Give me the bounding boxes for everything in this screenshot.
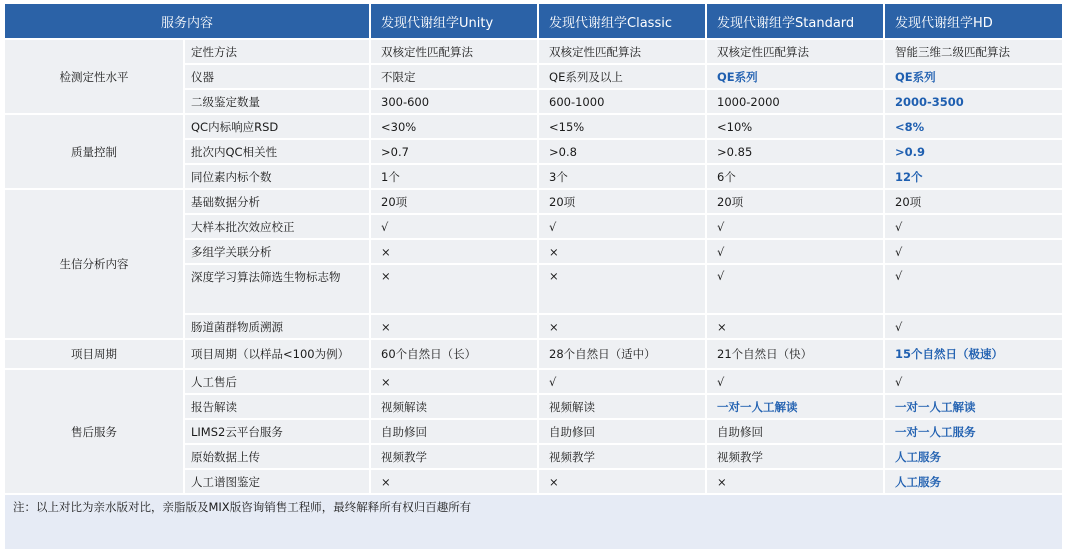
value-classic: √ — [539, 215, 705, 238]
value-unity: 自助修回 — [371, 420, 537, 443]
value-unity: >0.7 — [371, 140, 537, 163]
param-label: 基础数据分析 — [185, 190, 369, 213]
value-classic: × — [539, 240, 705, 263]
value-unity: 20项 — [371, 190, 537, 213]
value-unity: 视频解读 — [371, 395, 537, 418]
value-classic: 3个 — [539, 165, 705, 188]
param-label: 报告解读 — [185, 395, 369, 418]
value-classic: 600-1000 — [539, 90, 705, 113]
value-standard: 一对一人工解读 — [707, 395, 883, 418]
value-hd: √ — [885, 370, 1062, 393]
table-row — [5, 340, 1062, 368]
value-unity: √ — [371, 215, 537, 238]
value-standard: 6个 — [707, 165, 883, 188]
value-unity: 60个自然日（长） — [371, 340, 537, 368]
value-unity: × — [371, 470, 537, 493]
value-classic: 20项 — [539, 190, 705, 213]
value-hd: 人工服务 — [885, 445, 1062, 468]
value-unity: 双核定性匹配算法 — [371, 40, 537, 63]
table-row — [5, 370, 1062, 393]
value-hd: 20项 — [885, 190, 1062, 213]
value-classic: 视频解读 — [539, 395, 705, 418]
value-classic: QE系列及以上 — [539, 65, 705, 88]
value-hd: 一对一人工解读 — [885, 395, 1062, 418]
value-hd: 智能三维二级匹配算法 — [885, 40, 1062, 63]
value-hd: √ — [885, 215, 1062, 238]
group-label-bioinfo: 生信分析内容 — [5, 190, 183, 338]
header-row — [5, 4, 1062, 38]
param-label: 定性方法 — [185, 40, 369, 63]
param-label: QC内标响应RSD — [185, 115, 369, 138]
header-service-content: 服务内容 — [5, 4, 369, 38]
param-label: 肠道菌群物质溯源 — [185, 315, 369, 338]
value-classic: × — [539, 315, 705, 338]
value-standard: √ — [707, 240, 883, 263]
comparison-table-container — [3, 2, 1058, 551]
value-unity: 不限定 — [371, 65, 537, 88]
value-standard: 21个自然日（快） — [707, 340, 883, 368]
value-hd: 人工服务 — [885, 470, 1062, 493]
value-standard: 1000-2000 — [707, 90, 883, 113]
value-classic: × — [539, 265, 705, 313]
param-label: 原始数据上传 — [185, 445, 369, 468]
value-classic: <15% — [539, 115, 705, 138]
value-standard: >0.85 — [707, 140, 883, 163]
value-standard: √ — [707, 215, 883, 238]
value-unity: 1个 — [371, 165, 537, 188]
value-hd: <8% — [885, 115, 1062, 138]
value-hd: >0.9 — [885, 140, 1062, 163]
footer-row — [5, 495, 1062, 549]
value-classic: 28个自然日（适中） — [539, 340, 705, 368]
group-label-quality: 质量控制 — [5, 115, 183, 188]
value-standard: √ — [707, 265, 883, 313]
value-standard: 双核定性匹配算法 — [707, 40, 883, 63]
table-row — [5, 115, 1062, 138]
value-classic: 双核定性匹配算法 — [539, 40, 705, 63]
value-hd: 12个 — [885, 165, 1062, 188]
param-label: 仪器 — [185, 65, 369, 88]
param-label: 人工售后 — [185, 370, 369, 393]
value-unity: × — [371, 370, 537, 393]
value-hd: 一对一人工服务 — [885, 420, 1062, 443]
value-hd: 2000-3500 — [885, 90, 1062, 113]
value-unity: <30% — [371, 115, 537, 138]
service-comparison-table — [3, 2, 1064, 551]
header-unity: 发现代谢组学Unity — [371, 4, 537, 38]
param-label: 项目周期（以样品<100为例） — [185, 340, 369, 368]
value-standard: 自助修回 — [707, 420, 883, 443]
value-unity: 视频教学 — [371, 445, 537, 468]
value-standard: 20项 — [707, 190, 883, 213]
value-standard: QE系列 — [707, 65, 883, 88]
value-classic: 自助修回 — [539, 420, 705, 443]
param-label: LIMS2云平台服务 — [185, 420, 369, 443]
param-label: 多组学关联分析 — [185, 240, 369, 263]
value-classic: 视频教学 — [539, 445, 705, 468]
param-label: 深度学习算法筛选生物标志物 — [185, 265, 369, 313]
header-classic: 发现代谢组学Classic — [539, 4, 705, 38]
value-classic: √ — [539, 370, 705, 393]
value-classic: × — [539, 470, 705, 493]
value-standard: √ — [707, 370, 883, 393]
group-label-aftersales: 售后服务 — [5, 370, 183, 493]
value-unity: × — [371, 315, 537, 338]
value-standard: × — [707, 470, 883, 493]
param-label: 大样本批次效应校正 — [185, 215, 369, 238]
value-hd: √ — [885, 240, 1062, 263]
table-row — [5, 190, 1062, 213]
param-label: 二级鉴定数量 — [185, 90, 369, 113]
group-label-period: 项目周期 — [5, 340, 183, 368]
footer-note: 注：以上对比为亲水版对比，亲脂版及MIX版咨询销售工程师，最终解释所有权归百趣所有 — [5, 495, 1062, 549]
value-hd: 15个自然日（极速） — [885, 340, 1062, 368]
header-standard: 发现代谢组学Standard — [707, 4, 883, 38]
param-label: 批次内QC相关性 — [185, 140, 369, 163]
param-label: 人工谱图鉴定 — [185, 470, 369, 493]
group-label-detection: 检测定性水平 — [5, 40, 183, 113]
value-hd: √ — [885, 315, 1062, 338]
value-unity: × — [371, 240, 537, 263]
value-standard: <10% — [707, 115, 883, 138]
value-hd: QE系列 — [885, 65, 1062, 88]
header-hd: 发现代谢组学HD — [885, 4, 1062, 38]
value-hd: √ — [885, 265, 1062, 313]
table-row — [5, 40, 1062, 63]
value-standard: 视频教学 — [707, 445, 883, 468]
value-unity: × — [371, 265, 537, 313]
value-classic: >0.8 — [539, 140, 705, 163]
param-label: 同位素内标个数 — [185, 165, 369, 188]
value-unity: 300-600 — [371, 90, 537, 113]
value-standard: × — [707, 315, 883, 338]
